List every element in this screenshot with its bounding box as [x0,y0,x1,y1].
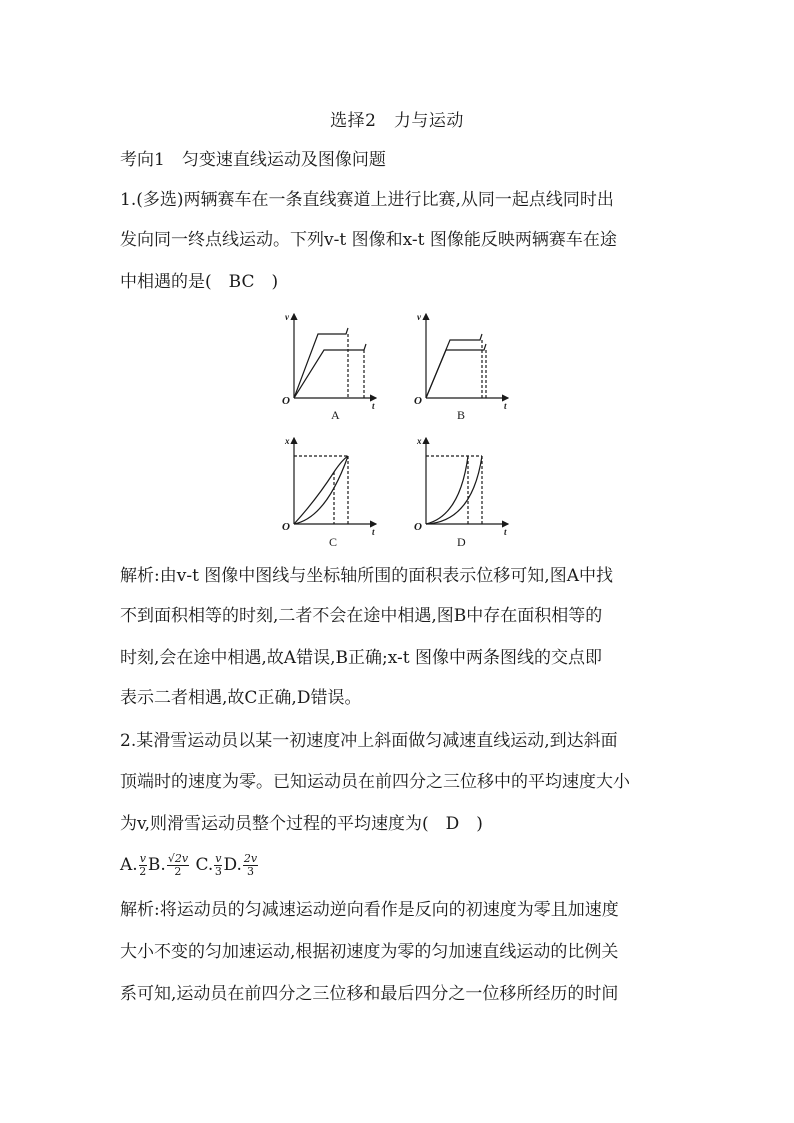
option-d-numerator: 2v [243,852,258,865]
option-c-numerator: v [215,852,222,865]
figure-d-curve-2 [426,456,482,524]
figure-a-y-label: v [285,312,289,322]
option-d-denominator: 3 [247,865,255,878]
option-c-denominator: 3 [214,865,222,878]
q2-analysis-line-1: 解析:将运动员的匀减速运动逆向看作是反向的初速度为零且加速度 [120,900,619,920]
q2-analysis-line-3: 系可知,运动员在前四分之三位移和最后四分之一位移所经历的时间 [120,984,619,1004]
option-d-fraction [243,853,258,878]
figure-d-curve-1 [426,456,468,524]
figure-b-curve-1 [426,334,482,398]
option-b-fraction [167,853,189,878]
figure-a-x-label: t [372,401,375,411]
q2-line-2: 顶端时的速度为零。已知运动员在前四分之三位移中的平均速度大小 [120,772,630,792]
option-a-fraction [139,853,147,878]
q1-line-2: 发向同一终点线运动。下列v-t 图像和x-t 图像能反映两辆赛车在途 [120,230,617,250]
option-a-denominator: 2 [139,865,147,878]
q2-options [120,852,259,882]
figure-b-curve-2 [426,344,486,398]
q1-figures [276,310,526,555]
q2-line-1: 2.某滑雪运动员以某一初速度冲上斜面做匀减速直线运动,到达斜面 [120,731,618,751]
q2-analysis-line-2: 大小不变的匀加速运动,根据初速度为零的匀加速直线运动的比例关 [120,942,619,962]
option-c-label: C. [195,855,214,875]
figure-a-origin: O [282,395,290,407]
figure-a-curve-1 [294,328,348,398]
q1-line-1: 1.(多选)两辆赛车在一条直线赛道上进行比赛,从同一起点线同时出 [120,190,614,210]
q1-analysis-line-3: 时刻,会在途中相遇,故A错误,B正确;x-t 图像中两条图线的交点即 [120,648,602,668]
figure-a [282,312,376,422]
figure-b-origin: O [414,395,422,407]
figure-d-y-label: x [417,436,422,446]
section-heading: 考向1 匀变速直线运动及图像问题 [120,150,386,170]
option-b-numerator: √2v [167,852,189,865]
figure-b-y-label: v [417,312,421,322]
q2-line-3: 为v,则滑雪运动员整个过程的平均速度为( D ) [120,814,483,834]
q1-analysis-line-2: 不到面积相等的时刻,二者不会在途中相遇,图B中存在面积相等的 [120,606,603,626]
option-b-denominator: 2 [174,865,182,878]
q1-analysis-line-1: 解析:由v-t 图像中图线与坐标轴所围的面积表示位移可知,图A中找 [120,566,613,586]
figure-b-caption: B [457,408,466,422]
figure-c-origin: O [282,521,290,533]
figure-d [414,436,508,549]
option-d-label: D. [223,855,242,875]
figure-c-caption: C [329,535,338,549]
figure-c-curve-2 [294,456,348,524]
q1-analysis-line-4: 表示二者相遇,故C正确,D错误。 [120,688,362,708]
figure-d-origin: O [414,521,422,533]
figure-a-caption: A [331,408,340,422]
figure-d-x-label: t [504,527,507,537]
figure-b-x-label: t [504,401,507,411]
figure-c [282,436,376,549]
option-a-numerator: v [139,852,146,865]
figure-a-curve-2 [294,344,366,398]
figure-b [414,312,508,422]
figure-c-y-label: x [285,436,290,446]
page-title: 选择2 力与运动 [330,111,464,131]
option-b-label: B. [147,855,166,875]
figure-d-caption: D [457,535,466,549]
option-a-label: A. [120,855,138,875]
option-c-fraction [214,853,222,878]
figure-c-x-label: t [372,527,375,537]
q1-line-3: 中相遇的是( BC ) [120,272,279,292]
